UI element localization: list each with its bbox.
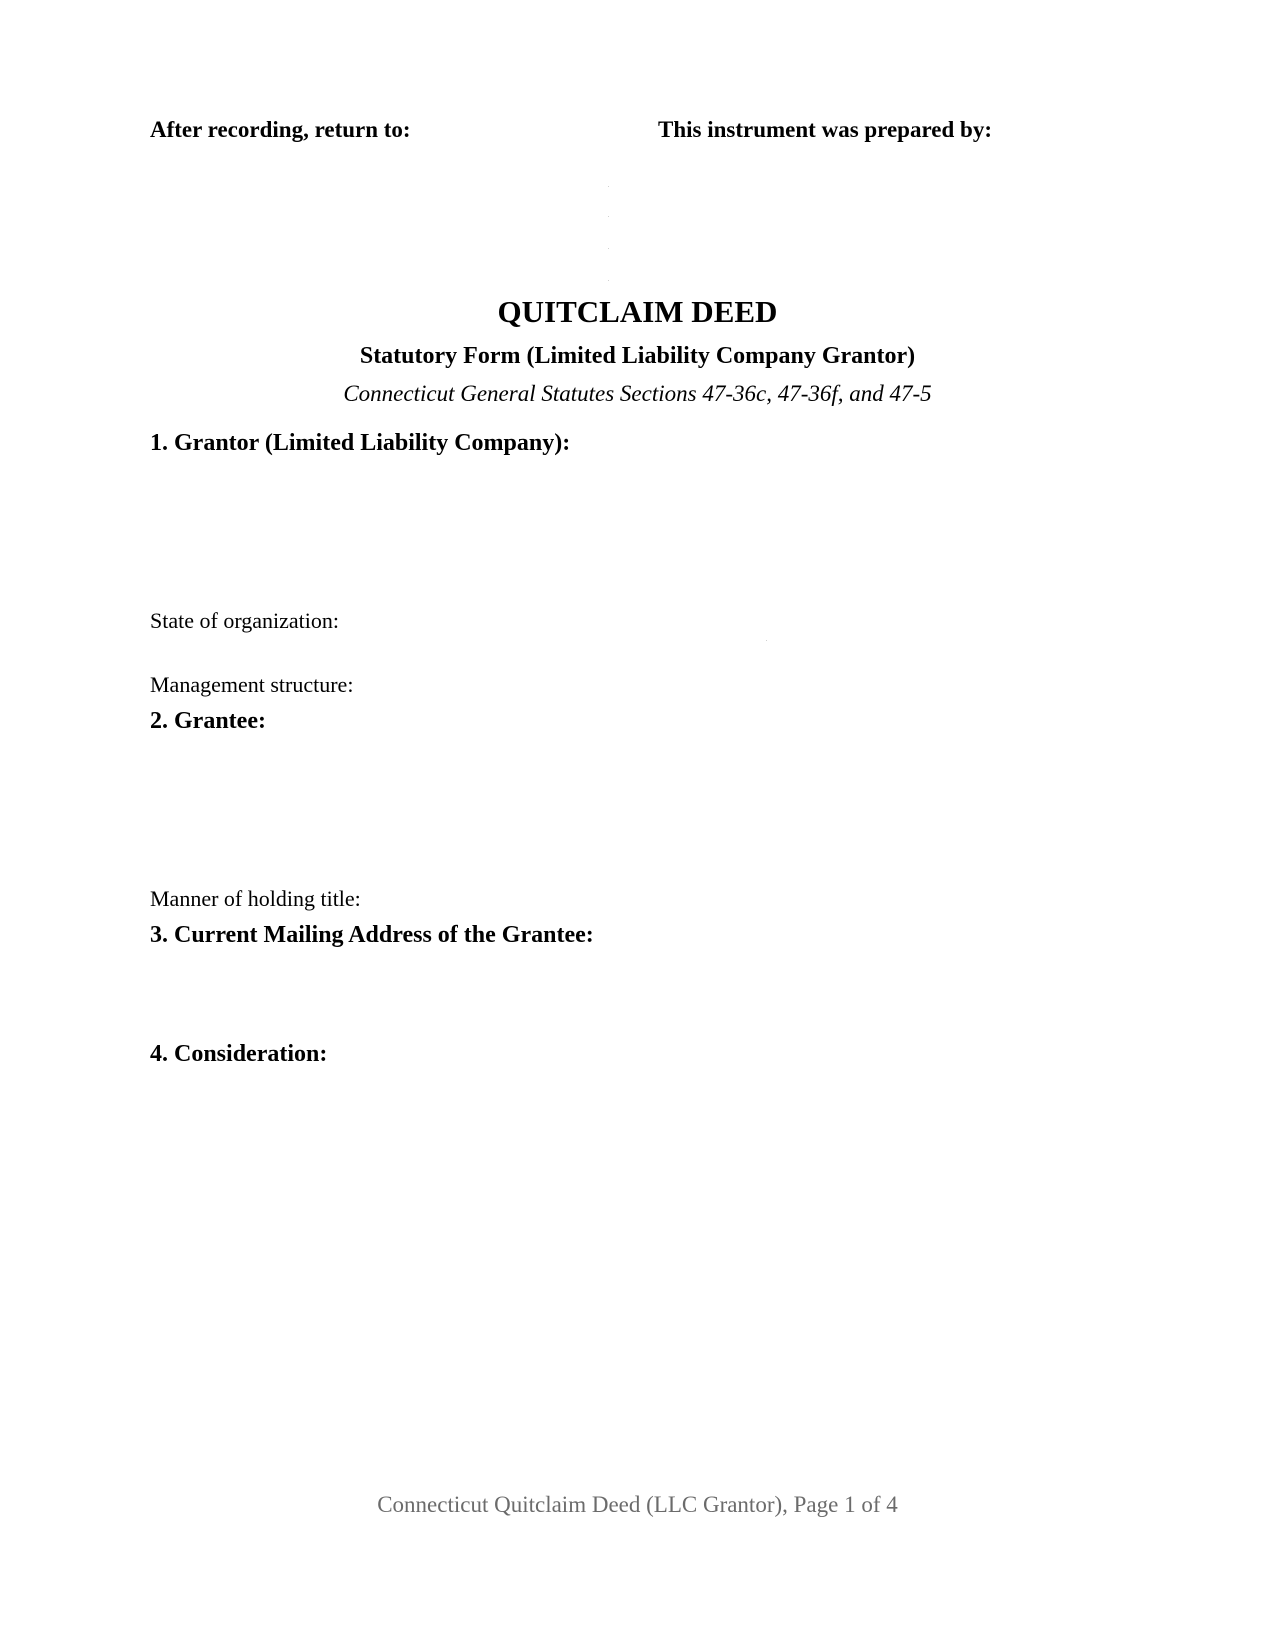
- faint-dot: [608, 248, 609, 249]
- management-structure-label: Management structure:: [150, 672, 354, 697]
- document-title: QUITCLAIM DEED: [497, 294, 778, 329]
- manner-of-holding-title-label: Manner of holding title:: [150, 886, 361, 911]
- mailing-address-heading: 3. Current Mailing Address of the Grantee:: [150, 922, 594, 948]
- page-footer: Connecticut Quitclaim Deed (LLC Grantor), Page 1 of 4: [377, 1492, 898, 1517]
- state-of-organization-label: State of organization:: [150, 608, 339, 633]
- faint-dot: [766, 640, 767, 641]
- grantor-heading: 1. Grantor (Limited Liability Company):: [150, 430, 571, 456]
- faint-dot: [608, 216, 609, 217]
- consideration-heading: 4. Consideration:: [150, 1041, 328, 1067]
- prepared-by-label: This instrument was prepared by:: [658, 117, 992, 142]
- faint-dot: [608, 280, 609, 281]
- grantee-heading: 2. Grantee:: [150, 708, 266, 734]
- return-to-label: After recording, return to:: [150, 117, 411, 142]
- faint-dot: [608, 186, 609, 187]
- document-subtitle: Statutory Form (Limited Liability Company Grantor): [359, 343, 916, 369]
- statute-reference: Connecticut General Statutes Sections 47-36c, 47-36f, and 47-5: [343, 381, 932, 406]
